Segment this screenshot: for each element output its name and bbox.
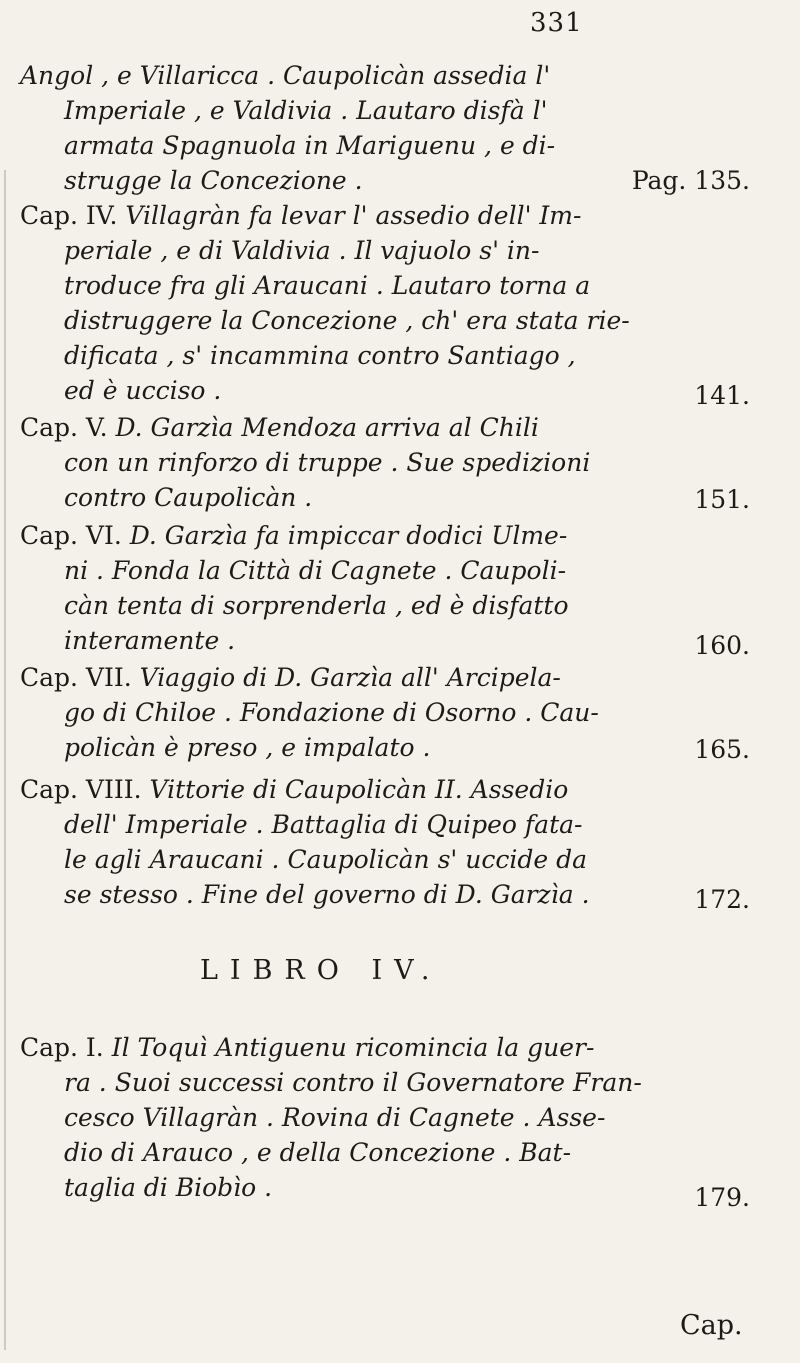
page-number: 331 — [530, 8, 583, 38]
toc-entry — [20, 1030, 780, 1212]
chapter-label: Cap. IV. — [20, 201, 118, 230]
entry-line: dio di Arauco , e della Concezione . Bat- — [64, 1138, 572, 1167]
entry-line: dell' Imperiale . Battaglia di Quipeo fata- — [64, 810, 583, 839]
entry-line: distruggere la Concezione , ch' era stata rie- — [64, 306, 630, 335]
page-reference: 172. — [694, 885, 750, 914]
page-reference: 141. — [694, 381, 750, 410]
entry-line: Angol , e Villaricca . Caupolicàn assedia l' — [20, 61, 551, 90]
chapter-label: Cap. VII. — [20, 663, 132, 692]
toc-entry — [20, 660, 780, 765]
entry-line: Vittorie di Caupolicàn II. Assedio — [149, 775, 569, 804]
entry-line: Imperiale , e Valdivia . Lautaro disfà l' — [64, 96, 548, 125]
entry-line: cesco Villagràn . Rovina di Cagnete . Asse- — [64, 1103, 606, 1132]
page-reference: 165. — [694, 735, 750, 764]
page-reference: 160. — [694, 631, 750, 660]
entry-line: troduce fra gli Araucani . Lautaro torna a — [64, 271, 591, 300]
entry-line: D. Garzìa Mendoza arriva al Chili — [115, 413, 539, 442]
toc-entry — [20, 518, 780, 658]
catchword: Cap. — [680, 1310, 743, 1341]
toc-entry — [20, 198, 780, 408]
toc-entry — [20, 58, 780, 198]
chapter-label: Cap. VIII. — [20, 775, 142, 804]
entry-line: go di Chiloe . Fondazione di Osorno . Cau- — [64, 698, 599, 727]
entry-line: dificata , s' incammina contro Santiago , — [64, 341, 576, 370]
page-reference: Pag. 135. — [631, 166, 750, 195]
entry-line: se stesso . Fine del governo di D. Garzìa . — [64, 880, 590, 909]
entry-line: ni . Fonda la Città di Cagnete . Caupoli- — [64, 556, 567, 585]
page-reference: 151. — [694, 485, 750, 514]
entry-line: taglia di Biobìo . — [64, 1173, 273, 1202]
entry-line: Villagràn fa levar l' assedio dell' Im- — [125, 201, 582, 230]
entry-line: ra . Suoi successi contro il Governatore Fran- — [64, 1068, 642, 1097]
entry-line: strugge la Concezione . — [64, 166, 363, 195]
toc-entry — [20, 772, 780, 912]
entry-line: le agli Araucani . Caupolicàn s' uccide da — [64, 845, 587, 874]
entry-line: armata Spagnuola in Mariguenu , e di- — [64, 131, 556, 160]
entry-line: Viaggio di D. Garzìa all' Arcipela- — [139, 663, 561, 692]
page-reference: 179. — [694, 1183, 750, 1212]
entry-line: con un rinforzo di truppe . Sue spedizioni — [64, 448, 591, 477]
entry-line: periale , e di Valdivia . Il vajuolo s' in- — [64, 236, 540, 265]
chapter-label: Cap. I. — [20, 1033, 104, 1062]
book-heading: LIBRO IV. — [200, 955, 442, 986]
page-edge-line — [4, 170, 6, 1350]
toc-entry — [20, 410, 780, 515]
chapter-label: Cap. V. — [20, 413, 108, 442]
entry-line: interamente . — [64, 626, 236, 655]
entry-line: càn tenta di sorprenderla , ed è disfatto — [64, 591, 569, 620]
entry-line: policàn è preso , e impalato . — [64, 733, 431, 762]
entry-line: contro Caupolicàn . — [64, 483, 313, 512]
chapter-label: Cap. VI. — [20, 521, 122, 550]
entry-line: Il Toquì Antiguenu ricomincia la guer- — [111, 1033, 595, 1062]
entry-line: ed è ucciso . — [64, 376, 222, 405]
entry-line: D. Garzìa fa impiccar dodici Ulme- — [129, 521, 568, 550]
